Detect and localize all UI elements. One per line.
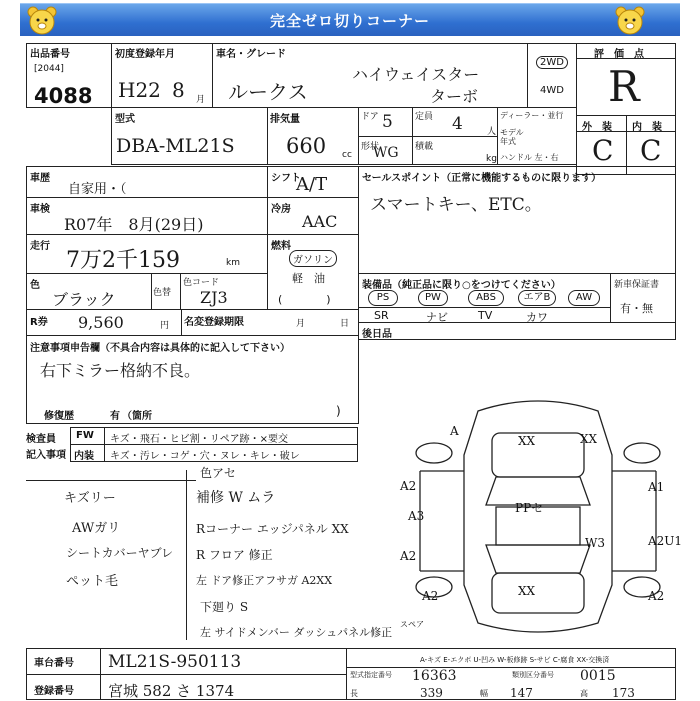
repair-yes: 有 — [110, 411, 120, 422]
inspection-value: R07年 8月(29日) — [64, 215, 204, 234]
divider — [104, 427, 105, 462]
recycle-label: R券 — [30, 317, 48, 328]
fw-label: FW — [76, 430, 94, 441]
shape-label: 形状 — [361, 142, 380, 152]
reg-value: 宮城 582 さ 1374 — [108, 682, 235, 700]
diagram-mark: W3 — [585, 536, 605, 550]
banner-title: 完全ゼロ切りコーナー — [269, 12, 430, 30]
load-unit: kg — [486, 154, 497, 164]
diagram-mark: スペア — [400, 620, 424, 629]
recycle-unit: 円 — [160, 321, 170, 331]
remark-right: 下廻り S — [200, 600, 249, 614]
warranty-label: 新車保証書 — [614, 280, 660, 290]
int-value: C — [640, 134, 662, 167]
diagram-mark: XX — [518, 584, 536, 598]
warranty-value: 有・無 — [620, 302, 653, 315]
drive-4wd: 4WD — [540, 85, 564, 96]
disp-unit: cc — [342, 150, 352, 160]
grade-1: ハイウェイスター — [352, 65, 480, 84]
notes-label: 注意事項申告欄（不具合内容は具体的に記入して下さい） — [30, 343, 290, 354]
remark-left: シートカバーヤブレ — [66, 546, 174, 560]
size-value: 147 — [510, 686, 533, 700]
inspector-label: 検査員 — [26, 434, 56, 445]
size-value: 339 — [420, 686, 443, 700]
equip-pw: PW — [418, 290, 448, 306]
handle-label: ハンドル 左・右 — [500, 153, 559, 162]
chassis-value: ML21S-950113 — [108, 652, 242, 672]
aircon-value: AAC — [302, 212, 338, 231]
title-day: 日 — [340, 319, 350, 329]
title-month: 月 — [296, 319, 306, 329]
model-code: DBA-ML21S — [116, 135, 235, 157]
remark-right-top: 色アセ — [200, 466, 236, 480]
title-change-label: 名変登録期限 — [184, 317, 244, 328]
fw-items: キズ・飛石・ヒビ割・リペア跡・×要交 — [110, 434, 288, 445]
in-label: 内装 — [74, 451, 94, 462]
divider — [346, 667, 676, 668]
back-seat-cell — [358, 322, 676, 340]
divider — [100, 648, 101, 700]
class-label: 類別区分番号 — [512, 671, 554, 679]
repair-paren: （箇所 — [122, 411, 152, 422]
car-damage-diagram — [400, 395, 683, 635]
mileage-value: 7万2千159 — [66, 248, 180, 273]
model-year-label: モデル年式 — [500, 128, 524, 146]
car-type-value: 自家用・（ — [68, 182, 127, 197]
lot-sub: [2044] — [34, 64, 64, 74]
color-label: 色 — [30, 280, 40, 291]
color-value: ブラック — [52, 290, 116, 309]
model-label: 型式 — [115, 114, 135, 125]
equip-leather: カワ — [526, 311, 548, 324]
header-banner — [20, 3, 680, 36]
score-value: R — [608, 62, 640, 111]
drive-cell — [527, 43, 577, 108]
fuel-label: 燃料 — [271, 241, 291, 252]
divider — [346, 648, 347, 700]
equip-abs: ABS — [468, 290, 504, 306]
size-label: 高 — [580, 689, 588, 698]
ext-value: C — [592, 134, 614, 167]
equipment-label: 装備品（純正品に限り○をつけてください） — [362, 280, 561, 291]
divider — [358, 307, 611, 308]
size-value: 173 — [612, 686, 635, 700]
car-type-cell — [26, 166, 268, 198]
score-label: 評 価 点 — [594, 49, 644, 60]
inspection-label: 車検 — [30, 204, 50, 215]
diagram-mark: A2 — [648, 589, 665, 603]
int-label: 内 装 — [632, 122, 662, 133]
disp-value: 660 — [286, 134, 327, 158]
door-label: ドア — [361, 112, 379, 122]
fuel-gas: ガソリン — [289, 250, 337, 267]
equip-navi: ナビ — [426, 311, 448, 324]
back-seat-label: 後日品 — [362, 329, 392, 340]
mileage-label: 走行 — [30, 241, 50, 252]
diagram-mark: A — [450, 424, 459, 438]
size-label: 長 — [350, 689, 358, 698]
shift-label: シフト — [271, 173, 301, 184]
remark-left: キズリー — [64, 491, 116, 506]
cap-unit: 人 — [487, 127, 497, 137]
disp-label: 排気量 — [270, 114, 300, 125]
diagram-mark: XX — [518, 434, 536, 448]
equip-airbag: エアB — [518, 290, 556, 306]
first-reg-month: 8 — [172, 78, 185, 102]
diagram-mark: A3 — [408, 509, 425, 523]
equip-aw: AW — [568, 290, 600, 306]
divider — [358, 136, 498, 137]
name-label: 車名・グレード — [216, 49, 286, 60]
sales-value: スマートキー、ETC。 — [370, 195, 542, 215]
first-reg-label: 初度登録年月 — [115, 49, 175, 60]
repair-label: 修復歴 — [44, 411, 74, 422]
remark-left: ペット毛 — [66, 574, 119, 589]
divider — [186, 470, 187, 640]
color-code-label: 色コード — [183, 278, 220, 288]
remark-right: R フロア 修正 — [196, 548, 273, 562]
first-reg-unit: 月 — [196, 95, 206, 105]
sales-label: セールスポイント（正常に機能するものに限ります） — [362, 173, 602, 184]
legend-text: A-キズ E-エクボ U-凹み W-板修跡 S-サビ C-腐食 XX-交換済 — [420, 656, 610, 664]
equip-ps: PS — [368, 290, 398, 306]
recycle-value: 9,560 — [78, 313, 124, 332]
remark-right: 左 ドア修正アフサガ A2XX — [196, 574, 333, 587]
diagram-mark: A1 — [648, 480, 665, 494]
remark-left: AWガリ — [72, 521, 121, 536]
lot-number: 4088 — [34, 84, 93, 108]
type-cert-value: 16363 — [412, 668, 457, 684]
remark-right: 補修 W ムラ — [196, 490, 276, 506]
color-code-value: ZJ3 — [200, 288, 228, 307]
divider — [26, 480, 196, 481]
load-label: 積載 — [415, 142, 434, 152]
remark-right: 左 サイドメンバー ダッシュパネル修正 — [200, 626, 393, 639]
chassis-label: 車台番号 — [34, 658, 74, 669]
in-items: キズ・汚レ・コゲ・穴・ヌレ・キレ・破レ — [110, 451, 300, 462]
diagram-mark: A2 — [422, 589, 439, 603]
type-cert-label: 型式指定番号 — [350, 671, 392, 679]
reg-label: 登録番号 — [34, 686, 74, 697]
notes-value: 右下ミラー格納不良。 — [40, 361, 201, 380]
repair-close-paren: ) — [336, 404, 341, 418]
color-no-label: 色替 — [153, 288, 172, 298]
diagram-mark: A2 — [400, 549, 417, 563]
bear-mascot-icon — [614, 5, 646, 35]
diagram-mark: A2 — [400, 479, 417, 493]
mileage-unit: km — [226, 258, 240, 268]
divider — [26, 674, 346, 675]
bear-mascot-icon — [26, 5, 58, 35]
shape-value: WG — [373, 145, 399, 161]
aircon-label: 冷房 — [271, 204, 291, 215]
car-type-label: 車歴 — [30, 173, 50, 184]
size-label: 幅 — [480, 689, 488, 698]
door-value: 5 — [382, 112, 393, 132]
equip-sr: SR — [374, 309, 389, 322]
first-reg-year: H22 — [118, 78, 161, 102]
cap-label: 定員 — [415, 112, 434, 122]
class-value: 0015 — [580, 668, 616, 684]
drive-2wd: 2WD — [536, 56, 568, 69]
diagram-mark: XX — [580, 432, 598, 446]
diagram-mark: A2U1 — [648, 534, 683, 548]
fuel-diesel: 軽 油 — [292, 272, 325, 285]
car-name: ルークス — [228, 80, 308, 104]
remark-right: Rコーナー エッジパネル XX — [196, 522, 349, 536]
equip-tv: TV — [478, 309, 493, 322]
lot-label: 出品番号 — [30, 49, 70, 60]
shift-value: A/T — [296, 174, 328, 195]
diagram-mark: PPセ — [515, 501, 544, 515]
divider — [412, 107, 413, 165]
cap-value: 4 — [452, 114, 463, 134]
grade-2: ターボ — [430, 87, 479, 106]
ext-label: 外 装 — [582, 122, 612, 133]
dealer-label: ディーラー・並行 — [500, 111, 564, 120]
fuel-paren: ( ) — [278, 293, 331, 306]
writer-label: 記入事項 — [26, 450, 66, 461]
